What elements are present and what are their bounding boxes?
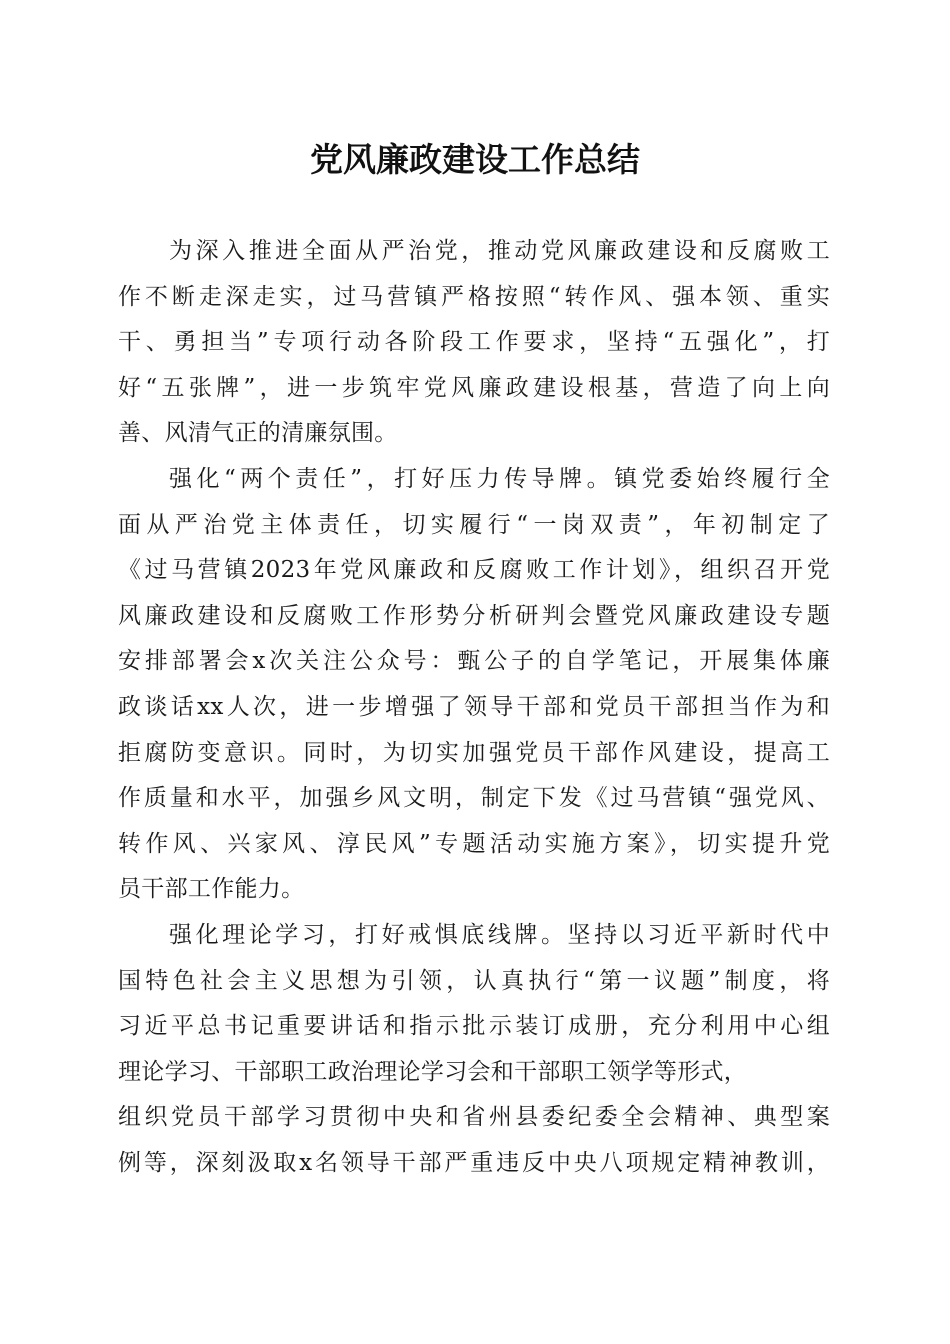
paragraph-line: 为深入推进全面从严治党，推动党风廉政建设和反腐败工 [169, 238, 830, 264]
paragraph-line: 强化“两个责任”，打好压力传导牌。镇党委始终履行全 [169, 465, 830, 492]
paragraph-line: 拒腐防变意识。同时，为切实加强党员干部作风建设，提高工 [118, 739, 830, 766]
paragraph-line: 组织党员干部学习贯彻中央和省州县委纪委全会精神、典型案 [118, 1104, 830, 1131]
paragraph-theory-study [118, 913, 830, 1187]
paragraph-line: 强化理论学习，打好戒惧底线牌。坚持以习近平新时代中 [169, 921, 830, 948]
paragraph-line: 干、勇担当”专项行动各阶段工作要求，坚持“五强化”，打 [118, 329, 830, 356]
paragraph-line: 理论学习、干部职工政治理论学习会和干部职工领学等形式， [118, 1058, 748, 1085]
document-body [118, 229, 830, 1186]
paragraph-intro [118, 229, 830, 457]
paragraph-responsibility [118, 457, 830, 913]
paragraph-line: 作不断走深走实，过马营镇严格按照“转作风、强本领、重实 [118, 283, 830, 310]
paragraph-line: 政谈话xx人次，进一步增强了领导干部和党员干部担当作为和 [118, 693, 830, 720]
paragraph-line: 善、风清气正的清廉氛围。 [118, 420, 398, 447]
paragraph-line: 员干部工作能力。 [118, 876, 305, 903]
paragraph-line: 《过马营镇2023年党风廉政和反腐败工作计划》，组织召开党 [118, 557, 830, 584]
paragraph-line: 面从严治党主体责任，切实履行“一岗双责”，年初制定了 [118, 511, 830, 538]
paragraph-line: 作质量和水平，加强乡风文明，制定下发《过马营镇“强党风、 [118, 785, 830, 812]
paragraph-line: 好“五张牌”，进一步筑牢党风廉政建设根基，营造了向上向 [118, 374, 830, 401]
paragraph-line: 安排部署会x次关注公众号：甄公子的自学笔记，开展集体廉 [118, 648, 830, 675]
paragraph-line: 风廉政建设和反腐败工作形势分析研判会暨党风廉政建设专题 [118, 602, 830, 629]
paragraph-line: 转作风、兴家风、淳民风”专题活动实施方案》，切实提升党 [118, 830, 830, 857]
paragraph-line: 国特色社会主义思想为引领，认真执行“第一议题”制度，将 [118, 967, 830, 994]
paragraph-line: 例等，深刻汲取x名领导干部严重违反中央八项规定精神教训， [118, 1149, 830, 1176]
paragraph-line: 习近平总书记重要讲话和指示批示装订成册，充分利用中心组 [118, 1013, 830, 1040]
document-title: 党风廉政建设工作总结 [310, 140, 640, 179]
